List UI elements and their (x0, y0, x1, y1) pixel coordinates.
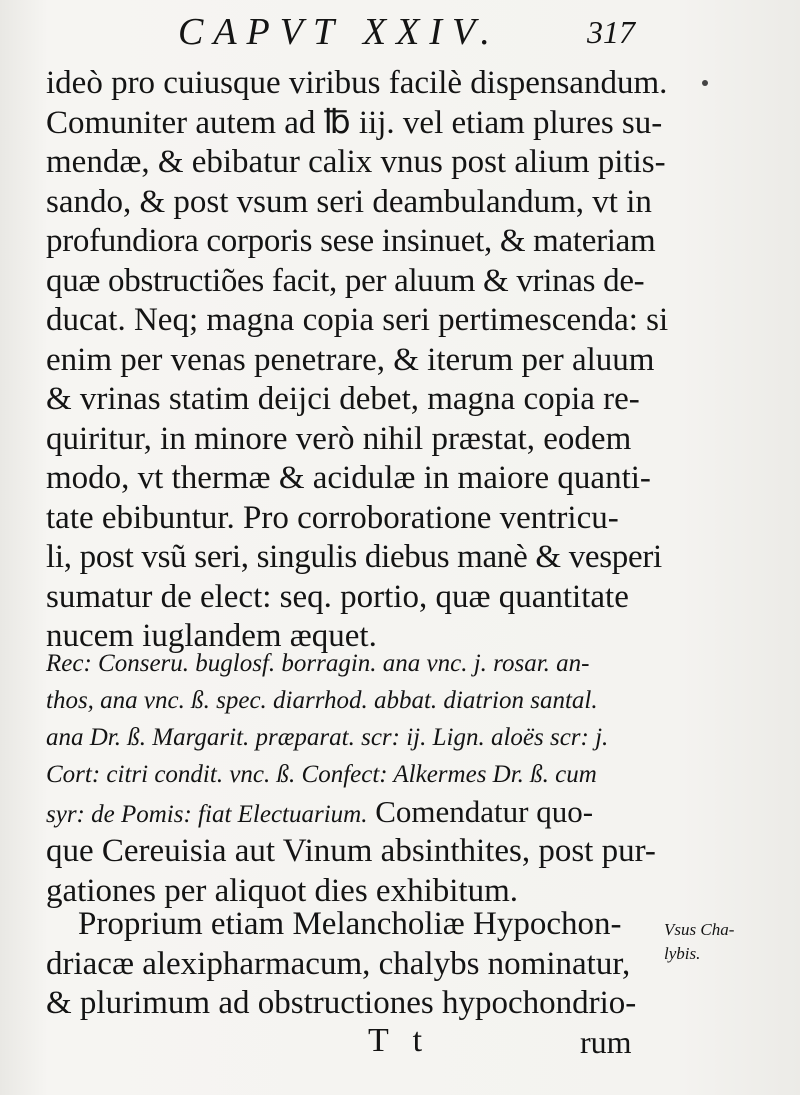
recipe-line: Cort: citri condit. vnc. ß. Confect: Alkermes Dr. ß. cum (46, 761, 597, 788)
continuation-block (46, 832, 666, 911)
recipe-line: thos, ana vnc. ß. spec. diarrhod. abbat. diatrion santal. (46, 687, 598, 714)
signature-mark: T t (368, 1022, 431, 1059)
text-line: Proprium etiam Melancholiæ Hypochon- (78, 906, 622, 942)
text-line: Comuniter autem ad ℔ iij. vel etiam plures su- (46, 104, 663, 141)
text-line: sando, & post vsum seri deambulandum, vt in (46, 183, 652, 220)
text-line: sumatur de elect: seq. portio, quæ quantitate (46, 578, 629, 615)
text-line: quæ obstructiões facit, per aluum & vrinas de- (46, 262, 645, 299)
margin-note-line: lybis. (664, 944, 701, 963)
text-line: profundiora corporis sese insinuet, & materiam (46, 223, 656, 259)
recipe-line: Rec: Conseru. buglosf. borragin. ana vnc. j. rosar. an- (46, 650, 590, 677)
text-line: & plurimum ad obstructiones hypochondrio- (46, 985, 637, 1021)
text-line: tate ebibuntur. Pro corroboratione ventricu- (46, 499, 619, 536)
text-line: enim per venas penetrare, & iterum per aluum (46, 341, 655, 378)
text-line: nucem iuglandem æquet. (46, 618, 377, 654)
text-line: gationes per aliquot dies exhibitum. (46, 872, 518, 909)
text-line: li, post vsũ seri, singulis diebus manè & vesperi (46, 539, 662, 575)
text-line: que Cereuisia aut Vinum absinthites, post pur- (46, 833, 656, 869)
text-line: ducat. Neq; magna copia seri pertimescenda: si (46, 302, 669, 338)
margin-note (664, 918, 734, 966)
text-line: ideò pro cuiusque viribus facilè dispensandum. (46, 65, 668, 101)
margin-note-line: Vsus Cha- (664, 920, 735, 939)
recipe-line-italic: syr: de Pomis: fiat Electuarium. (46, 801, 368, 828)
text-line: & vrinas statim deijci debet, magna copia re- (46, 381, 640, 417)
main-text-block (46, 64, 669, 657)
text-line: driacæ alexipharmacum, chalybs nominatur, (46, 945, 631, 982)
text-line: quiritur, in minore verò nihil præstat, eodem (46, 420, 632, 457)
running-head: CAPVT XXIV. (178, 11, 500, 53)
margin-dot (702, 80, 708, 86)
recipe-line-roman: Comendatur quo- (367, 794, 594, 829)
recipe-line: ana Dr. ß. Margarit. præparat. scr: ij. Lign. aloës scr: j. (46, 724, 609, 751)
paragraph-two (46, 905, 666, 1024)
text-line: mendæ, & ebibatur calix vnus post alium pitis- (46, 144, 666, 180)
page-header (0, 8, 800, 58)
page-number: 317 (587, 14, 635, 50)
text-line: modo, vt thermæ & acidulæ in maiore quanti- (46, 460, 651, 496)
recipe-block (46, 645, 666, 830)
recipe-last-line (46, 793, 666, 830)
catchword: rum (580, 1024, 632, 1060)
page-footer (0, 1022, 800, 1072)
